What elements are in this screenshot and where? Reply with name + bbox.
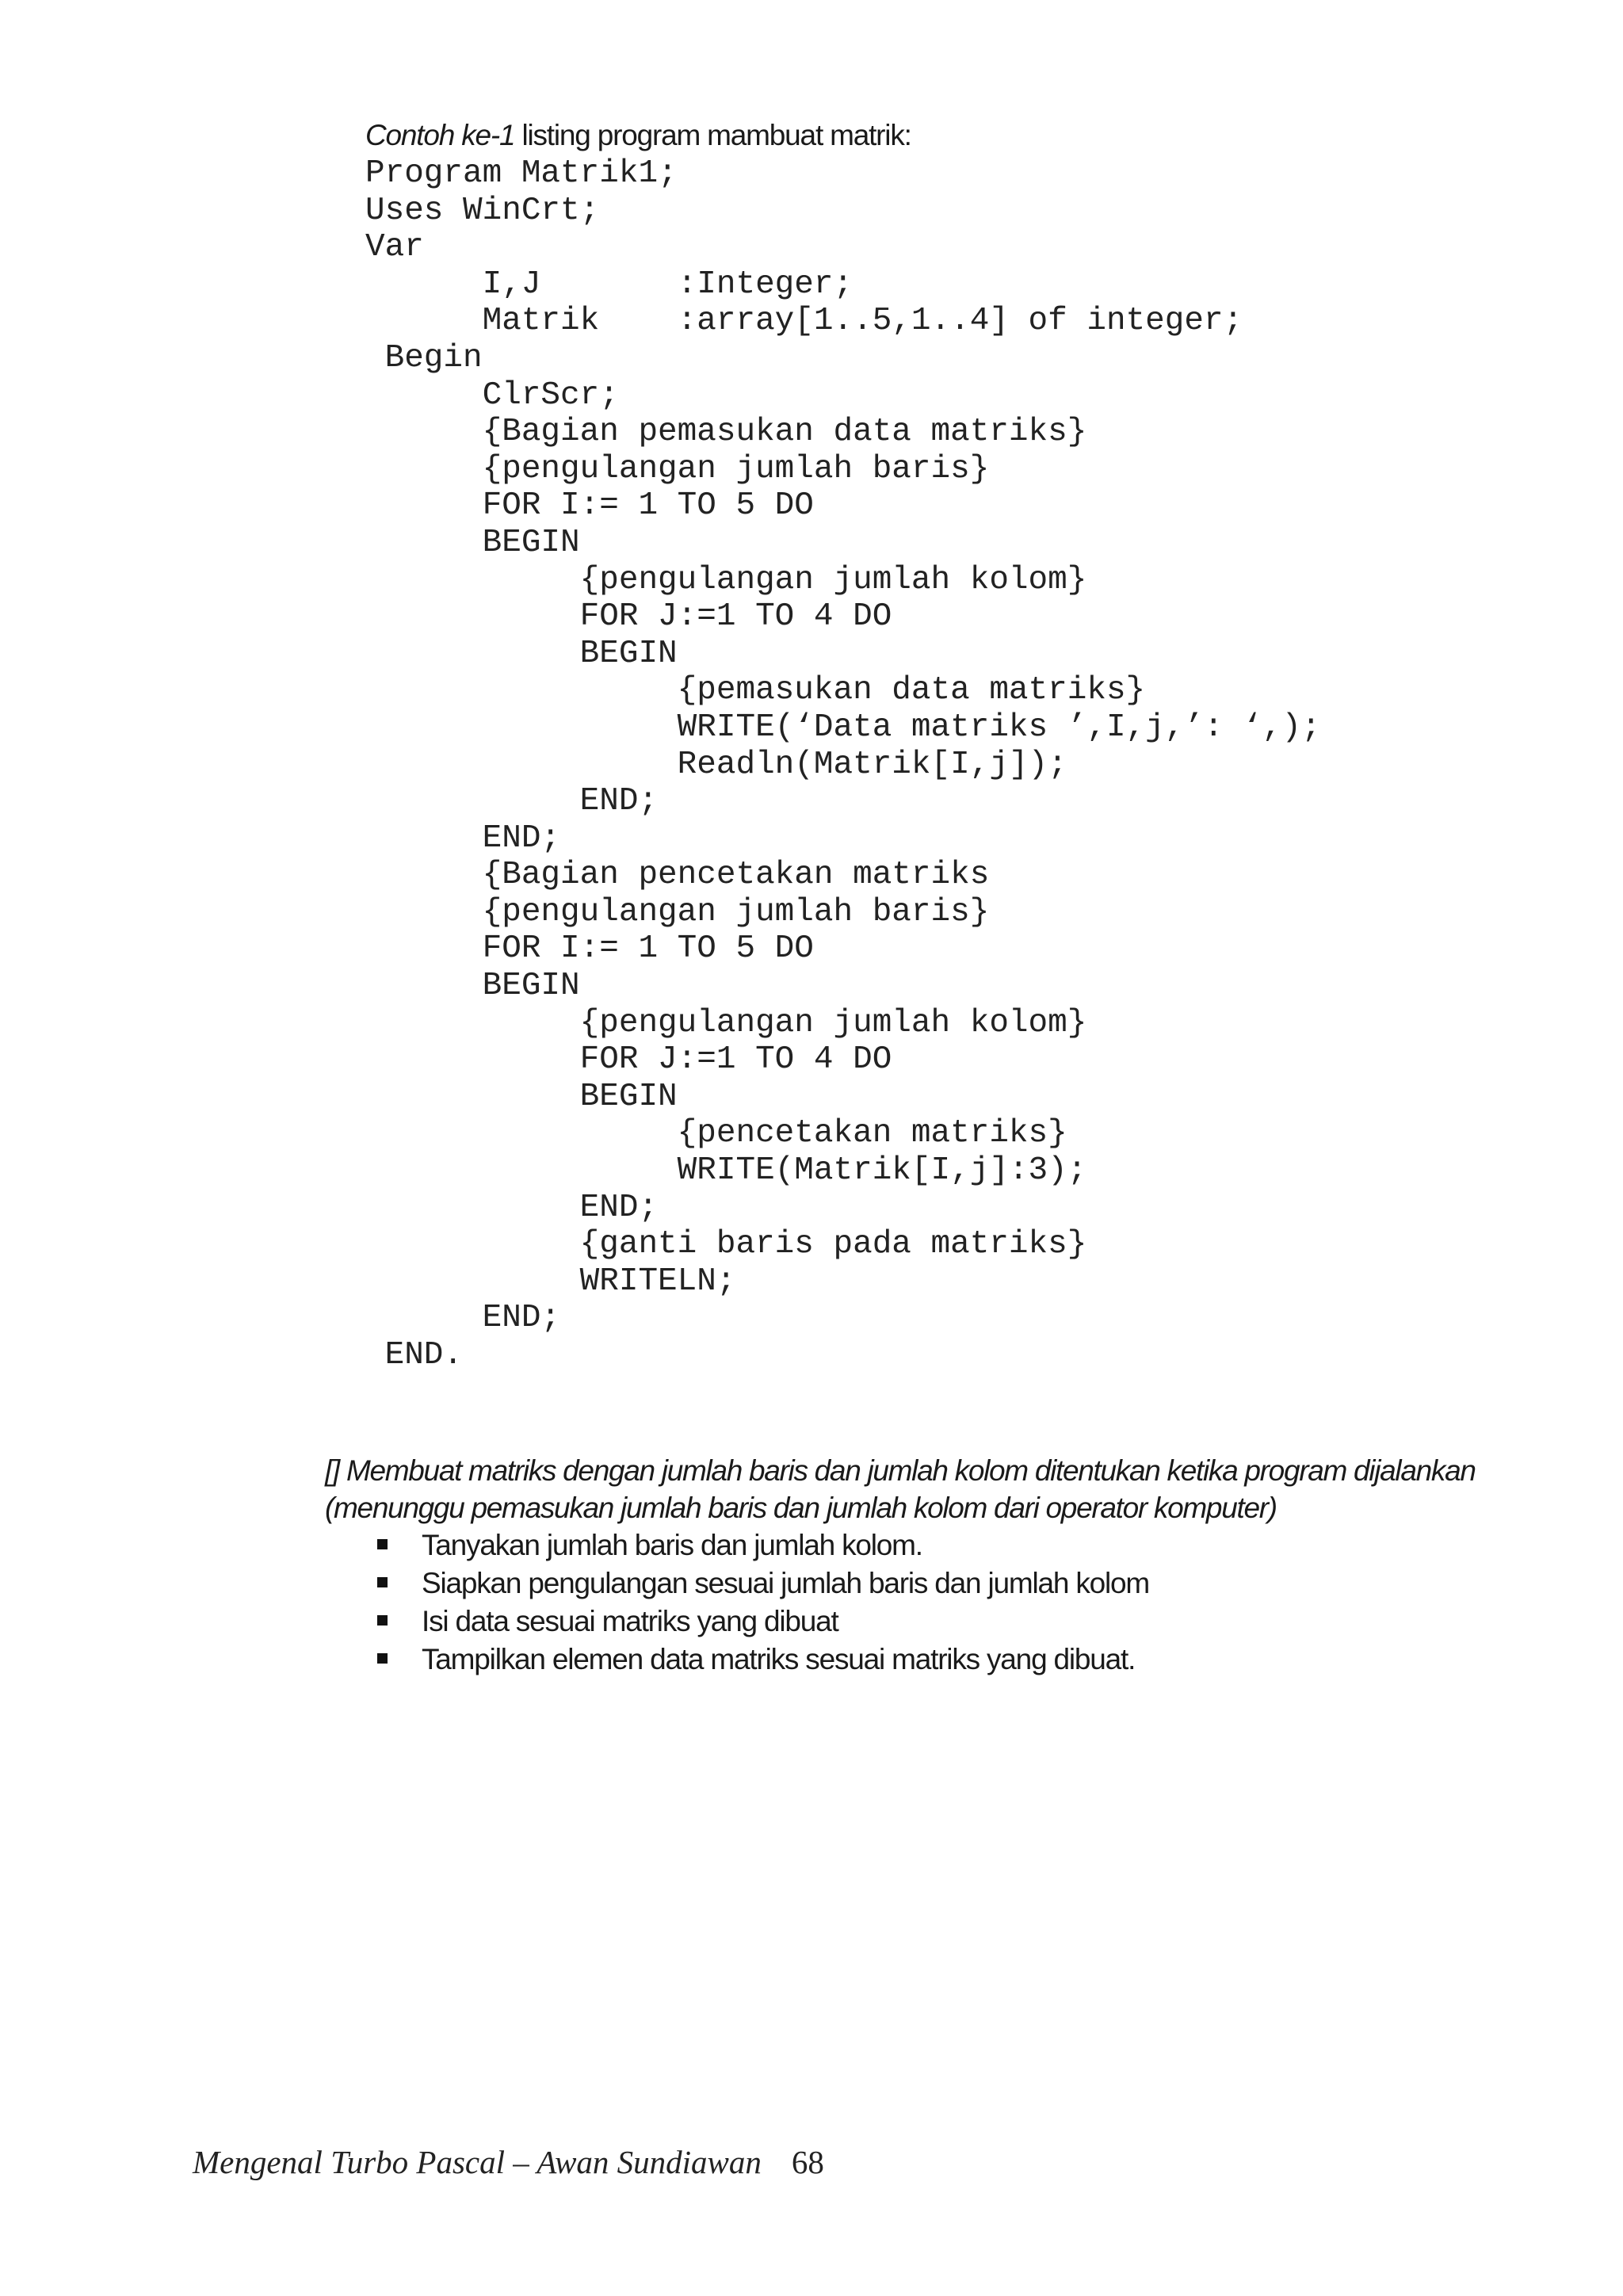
code-line: Matrik :array[1..5,1..4] of integer; — [365, 303, 1243, 340]
code-line: BEGIN — [365, 1078, 678, 1115]
list-item — [372, 1641, 1149, 1679]
code-line: ClrScr; — [365, 376, 619, 414]
code-line: BEGIN — [365, 635, 678, 672]
code-line: END. — [365, 1337, 464, 1373]
code-line: END; — [365, 1300, 561, 1337]
code-line: END; — [365, 819, 561, 857]
example-label: Contoh ke-1 — [365, 119, 515, 151]
code-line: END; — [365, 1189, 659, 1226]
code-listing — [365, 155, 1321, 1374]
list-item — [372, 1564, 1149, 1603]
list-item — [372, 1526, 1149, 1564]
page-footer — [193, 2141, 824, 2183]
example-description: listing program mambuat matrik: — [514, 119, 911, 151]
code-line: WRITE(‘Data matriks ’,I,j,’: ‘,); — [365, 709, 1321, 746]
list-item-text: Siapkan pengulangan sesuai jumlah baris dan jumlah kolom — [422, 1567, 1150, 1599]
steps-list — [372, 1526, 1149, 1679]
code-line: Uses WinCrt; — [365, 192, 600, 229]
code-line: {pencetakan matriks} — [365, 1115, 1067, 1152]
code-line: {pengulangan jumlah kolom} — [365, 1004, 1087, 1041]
description-line-2: (menunggu pemasukan jumlah baris dan jumlah kolom dari operator komputer) — [325, 1492, 1277, 1524]
page-number: 68 — [791, 2144, 824, 2180]
code-line: FOR I:= 1 TO 5 DO — [365, 487, 814, 525]
code-line: {pengulangan jumlah baris} — [365, 893, 990, 930]
code-line: FOR J:=1 TO 4 DO — [365, 1041, 892, 1079]
code-line: FOR J:=1 TO 4 DO — [365, 598, 892, 636]
code-line: FOR I:= 1 TO 5 DO — [365, 930, 814, 968]
code-line: END; — [365, 783, 659, 820]
list-item-text: Tampilkan elemen data matriks sesuai matriks yang dibuat. — [422, 1643, 1136, 1675]
code-line: {Bagian pencetakan matriks — [365, 857, 990, 894]
code-line: I,J :Integer; — [365, 266, 854, 303]
square-bullet-icon — [377, 1577, 388, 1587]
square-bullet-icon — [377, 1653, 388, 1664]
code-line: Begin — [365, 339, 483, 376]
code-line: {ganti baris pada matriks} — [365, 1226, 1087, 1263]
square-bullet-icon — [377, 1539, 388, 1549]
list-item — [372, 1603, 1149, 1641]
example-intro — [365, 117, 911, 154]
code-line: {Bagian pemasukan data matriks} — [365, 414, 1087, 451]
code-line: {pengulangan jumlah kolom} — [365, 561, 1087, 598]
code-line: BEGIN — [365, 968, 580, 1005]
code-line: Readln(Matrik[I,j]); — [365, 746, 1067, 783]
code-line: {pemasukan data matriks} — [365, 672, 1146, 709]
square-bullet-icon — [377, 1615, 388, 1626]
code-line: WRITELN; — [365, 1263, 736, 1300]
footer-title: Mengenal Turbo Pascal – Awan Sundiawan — [193, 2144, 762, 2180]
list-item-text: Tanyakan jumlah baris dan jumlah kolom. — [422, 1529, 922, 1561]
list-item-text: Isi data sesuai matriks yang dibuat — [422, 1605, 838, 1637]
code-line: BEGIN — [365, 524, 580, 561]
code-line: Program Matrik1; — [365, 155, 678, 192]
description-line-1: [] Membuat matriks dengan jumlah baris dan jumlah kolom ditentukan ketika program dijalankan — [325, 1454, 1476, 1487]
code-line: Var — [365, 229, 424, 266]
code-line: WRITE(Matrik[I,j]:3); — [365, 1152, 1087, 1190]
code-line: {pengulangan jumlah baris} — [365, 450, 990, 487]
section-description — [325, 1452, 1476, 1526]
